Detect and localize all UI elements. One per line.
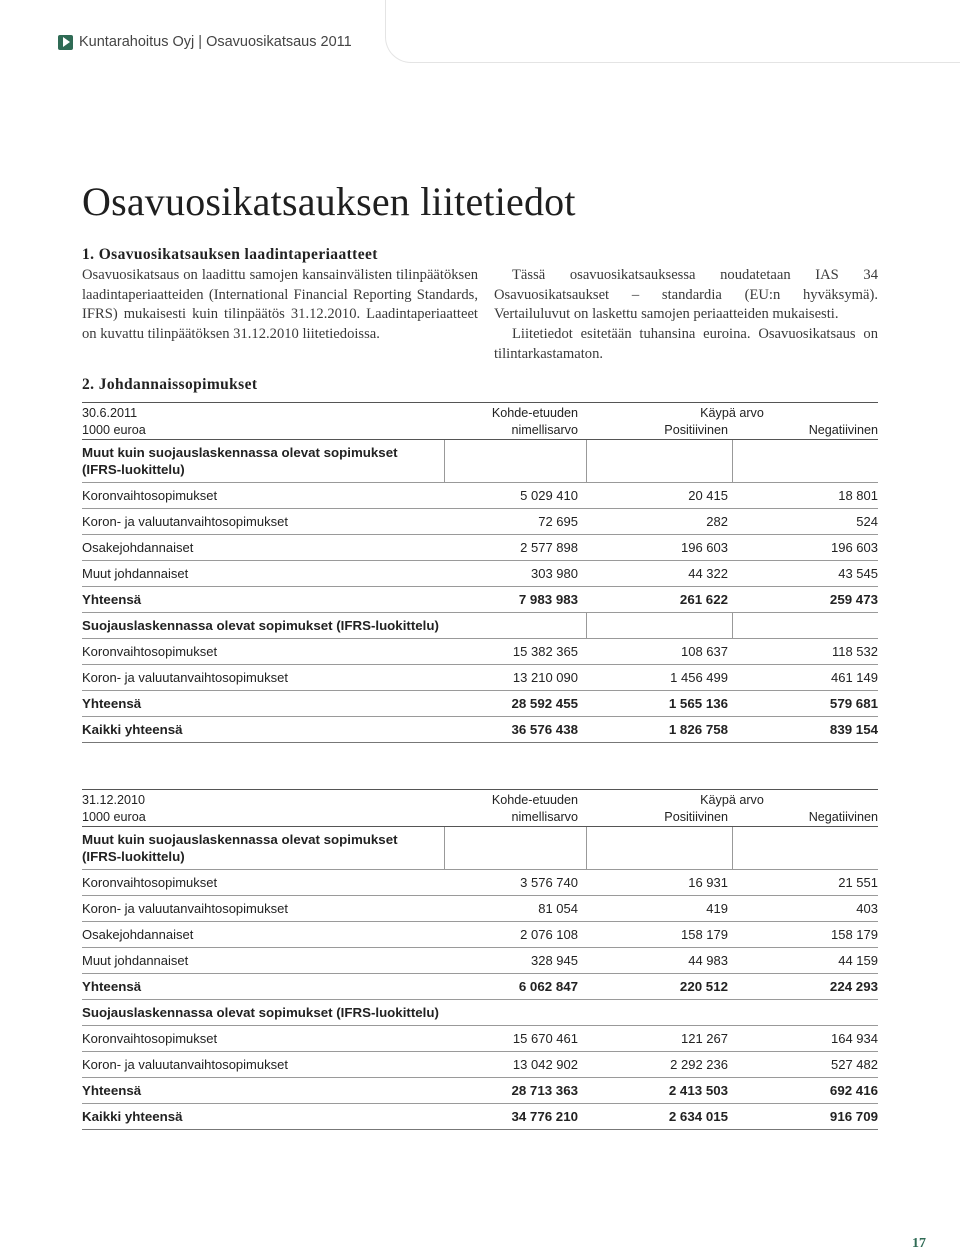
running-header — [58, 33, 352, 51]
section-2-heading: 2. Johdannaissopimukset — [82, 376, 258, 393]
row-positive: 108 637 — [586, 639, 732, 665]
play-arrow-icon — [58, 35, 73, 50]
section-a-title: Muut kuin suojauslaskennassa olevat sopimukset (IFRS-luokittelu) — [82, 827, 444, 870]
table-total-row — [82, 691, 878, 717]
table-row — [82, 922, 878, 948]
table-total-row — [82, 1078, 878, 1104]
derivatives-table-2010 — [82, 789, 878, 1130]
row-positive: 2 292 236 — [586, 1052, 732, 1078]
table-total-row — [82, 974, 878, 1000]
row-negative: 118 532 — [732, 639, 878, 665]
table-row — [82, 1026, 878, 1052]
row-label: Koronvaihtosopimukset — [82, 483, 444, 509]
derivatives-table-2011 — [82, 402, 878, 743]
positive-header: Positiivinen — [586, 421, 732, 440]
row-negative: 196 603 — [732, 535, 878, 561]
table-header-row — [82, 808, 878, 827]
grand-total-negative: 839 154 — [732, 717, 878, 743]
section-1-heading: 1. Osavuosikatsauksen laadintaperiaatteet — [82, 246, 378, 263]
total-negative: 224 293 — [732, 974, 878, 1000]
negative-header: Negatiivinen — [732, 808, 878, 827]
row-label: Koron- ja valuutanvaihtosopimukset — [82, 509, 444, 535]
grand-total-negative: 916 709 — [732, 1104, 878, 1130]
row-label: Koronvaihtosopimukset — [82, 870, 444, 896]
row-positive: 44 322 — [586, 561, 732, 587]
grand-total-nominal: 36 576 438 — [444, 717, 586, 743]
row-negative: 21 551 — [732, 870, 878, 896]
table-grand-total-row — [82, 717, 878, 743]
row-nominal: 72 695 — [444, 509, 586, 535]
table-row — [82, 665, 878, 691]
nominal-header-line2: nimellisarvo — [444, 808, 586, 827]
table-section-row — [82, 827, 878, 870]
row-negative: 524 — [732, 509, 878, 535]
row-nominal: 328 945 — [444, 948, 586, 974]
row-negative: 527 482 — [732, 1052, 878, 1078]
total-nominal: 6 062 847 — [444, 974, 586, 1000]
row-positive: 158 179 — [586, 922, 732, 948]
row-positive: 419 — [586, 896, 732, 922]
row-positive: 121 267 — [586, 1026, 732, 1052]
total-positive: 1 565 136 — [586, 691, 732, 717]
table-row — [82, 870, 878, 896]
table-grand-total-row — [82, 1104, 878, 1130]
positive-header: Positiivinen — [586, 808, 732, 827]
row-nominal: 2 577 898 — [444, 535, 586, 561]
table-total-row — [82, 587, 878, 613]
grand-total-positive: 1 826 758 — [586, 717, 732, 743]
row-positive: 16 931 — [586, 870, 732, 896]
table-header-row — [82, 790, 878, 809]
row-negative: 44 159 — [732, 948, 878, 974]
total-negative: 259 473 — [732, 587, 878, 613]
section-a-title: Muut kuin suojauslaskennassa olevat sopimukset (IFRS-luokittelu) — [82, 440, 444, 483]
table-date: 30.6.2011 — [82, 403, 444, 422]
header-corner-tab — [385, 0, 960, 63]
total-positive: 220 512 — [586, 974, 732, 1000]
grand-total-nominal: 34 776 210 — [444, 1104, 586, 1130]
grand-total-label: Kaikki yhteensä — [82, 1104, 444, 1130]
grand-total-label: Kaikki yhteensä — [82, 717, 444, 743]
table-section-row — [82, 613, 878, 639]
nominal-header-line1: Kohde-etuuden — [444, 403, 586, 422]
total-nominal: 28 592 455 — [444, 691, 586, 717]
section-b-title: Suojauslaskennassa olevat sopimukset (IFRS-luokittelu) — [82, 613, 586, 639]
section-b-title: Suojauslaskennassa olevat sopimukset (IFRS-luokittelu) — [82, 1000, 586, 1026]
row-nominal: 5 029 410 — [444, 483, 586, 509]
total-nominal: 7 983 983 — [444, 587, 586, 613]
table-section-row — [82, 1000, 878, 1026]
table-row — [82, 639, 878, 665]
page-number: 17 — [912, 1236, 926, 1251]
table-row — [82, 509, 878, 535]
row-label: Osakejohdannaiset — [82, 535, 444, 561]
row-nominal: 3 576 740 — [444, 870, 586, 896]
table-row — [82, 483, 878, 509]
section-1-right-paragraph-2: Liitetiedot esitetään tuhansina euroina. Osavuosikatsaus on tilintarkastamaton. — [494, 326, 878, 362]
row-nominal: 13 210 090 — [444, 665, 586, 691]
table-header-row — [82, 403, 878, 422]
section-1-right-paragraph-1: Tässä osavuosikatsauksessa noudatetaan IAS 34 Osavuosikatsaukset – standardia (EU:n hyväksymä). Vertailuluvut on laskettu samojen periaatteiden mukaisesti. — [494, 267, 878, 322]
nominal-header-line2: nimellisarvo — [444, 421, 586, 440]
table-row — [82, 535, 878, 561]
nominal-header-line1: Kohde-etuuden — [444, 790, 586, 809]
table-header-row — [82, 421, 878, 440]
table-row — [82, 948, 878, 974]
table-row — [82, 1052, 878, 1078]
total-positive: 2 413 503 — [586, 1078, 732, 1104]
row-label: Koron- ja valuutanvaihtosopimukset — [82, 665, 444, 691]
total-negative: 692 416 — [732, 1078, 878, 1104]
total-label: Yhteensä — [82, 587, 444, 613]
table-row — [82, 561, 878, 587]
row-nominal: 81 054 — [444, 896, 586, 922]
total-label: Yhteensä — [82, 974, 444, 1000]
row-label: Koron- ja valuutanvaihtosopimukset — [82, 896, 444, 922]
table-unit: 1000 euroa — [82, 808, 444, 827]
row-positive: 1 456 499 — [586, 665, 732, 691]
table-unit: 1000 euroa — [82, 421, 444, 440]
header-text: Kuntarahoitus Oyj | Osavuosikatsaus 2011 — [79, 34, 352, 50]
row-label: Muut johdannaiset — [82, 561, 444, 587]
total-label: Yhteensä — [82, 1078, 444, 1104]
total-positive: 261 622 — [586, 587, 732, 613]
table-section-row — [82, 440, 878, 483]
row-negative: 158 179 — [732, 922, 878, 948]
fair-value-header: Käypä arvo — [586, 790, 878, 809]
row-label: Muut johdannaiset — [82, 948, 444, 974]
row-positive: 282 — [586, 509, 732, 535]
row-negative: 18 801 — [732, 483, 878, 509]
total-nominal: 28 713 363 — [444, 1078, 586, 1104]
total-negative: 579 681 — [732, 691, 878, 717]
row-nominal: 15 382 365 — [444, 639, 586, 665]
row-negative: 461 149 — [732, 665, 878, 691]
row-positive: 20 415 — [586, 483, 732, 509]
grand-total-positive: 2 634 015 — [586, 1104, 732, 1130]
table-row — [82, 896, 878, 922]
section-1-left-paragraph: Osavuosikatsaus on laadittu samojen kansainvälisten tilinpäätöksen laadintaperiaatteiden (International Financial Reporting Standards, IFRS) mukaisesti kuin tilinpäätös 31.12.2010. Laadintaperiaatteet on kuvattu tilinpäätöksen 31.12.2010 liitetiedoissa. — [82, 267, 478, 342]
negative-header: Negatiivinen — [732, 421, 878, 440]
row-label: Osakejohdannaiset — [82, 922, 444, 948]
total-label: Yhteensä — [82, 691, 444, 717]
row-label: Koron- ja valuutanvaihtosopimukset — [82, 1052, 444, 1078]
row-negative: 43 545 — [732, 561, 878, 587]
fair-value-header: Käypä arvo — [586, 403, 878, 422]
row-nominal: 303 980 — [444, 561, 586, 587]
page-title: Osavuosikatsauksen liitetiedot — [82, 179, 576, 224]
row-negative: 403 — [732, 896, 878, 922]
row-nominal: 15 670 461 — [444, 1026, 586, 1052]
row-nominal: 2 076 108 — [444, 922, 586, 948]
row-nominal: 13 042 902 — [444, 1052, 586, 1078]
row-label: Koronvaihtosopimukset — [82, 1026, 444, 1052]
row-positive: 196 603 — [586, 535, 732, 561]
row-positive: 44 983 — [586, 948, 732, 974]
row-label: Koronvaihtosopimukset — [82, 639, 444, 665]
table-date: 31.12.2010 — [82, 790, 444, 809]
row-negative: 164 934 — [732, 1026, 878, 1052]
